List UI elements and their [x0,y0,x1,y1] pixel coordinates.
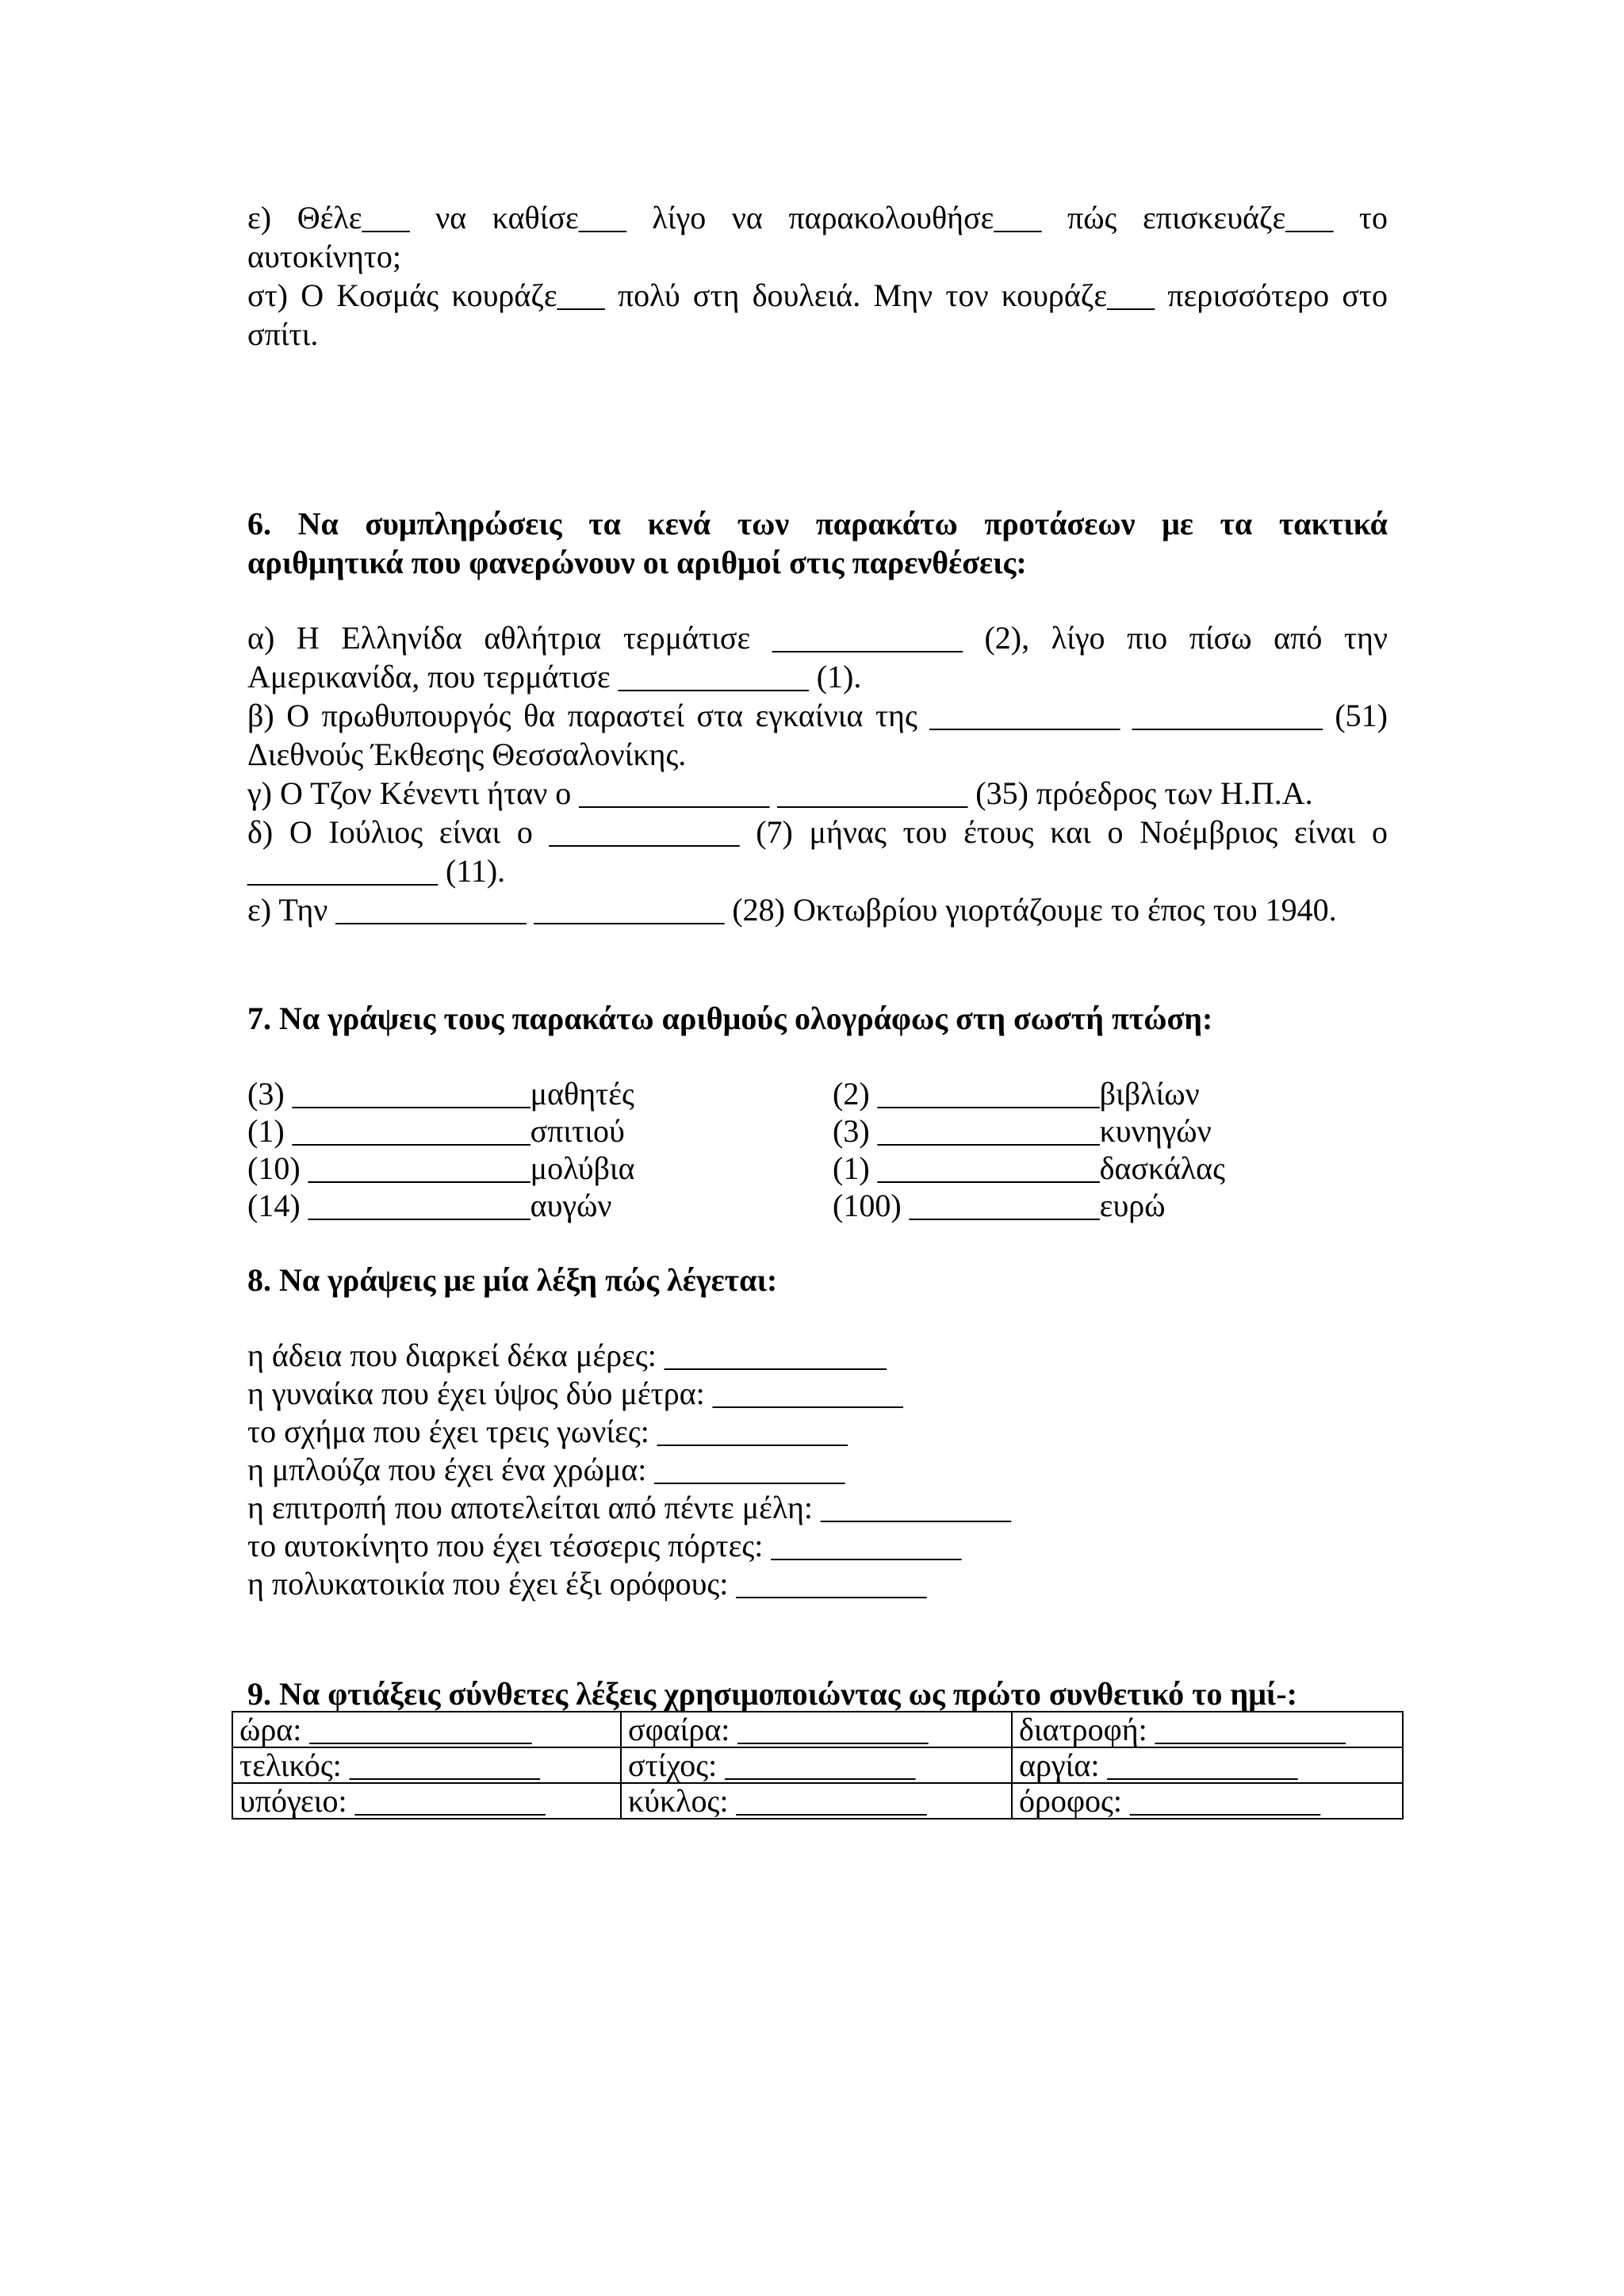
section-6-heading-line-2: αριθμητικά που φανερώνουν οι αριθμοί στις παρενθέσεις: [247,545,1027,580]
exercise-6b-line-1: β) Ο πρωθυπουργός θα παραστεί στα εγκαίνια της ____________ ____________ (51) [247,698,1388,733]
exercise-5e-line-2: αυτοκίνητο; [247,239,401,274]
exercise-6b-line-2: Διεθνούς Έκθεσης Θεσσαλονίκης. [247,737,687,772]
table-cell: κύκλος: ____________ [621,1783,1012,1819]
exercise-7-right-item-4: (100) ____________ευρώ [833,1188,1166,1223]
exercise-5st-line-2: σπίτι. [247,316,319,352]
exercise-7-left-item-3: (10) ______________μολύβια [247,1150,635,1186]
section-9-heading: 9. Να φτιάξεις σύνθετες λέξεις χρησιμοποιώντας ως πρώτο συνθετικό το ημί-: [247,1676,1297,1712]
exercise-5e-line-1: ε) Θέλε___ να καθίσε___ λίγο να παρακολουθήσε___ πώς επισκευάζε___ το [247,200,1388,235]
table-cell: στίχος: ____________ [621,1747,1012,1783]
table-cell: αργία: ____________ [1012,1747,1403,1783]
exercise-8-item-3: το σχήμα που έχει τρεις γωνίες: ____________ [247,1414,848,1449]
exercise-7-right-item-1: (2) ______________βιβλίων [833,1076,1200,1112]
exercise-5st-line-1: στ) Ο Κοσμάς κουράζε___ πολύ στη δουλειά. Μην τον κουράζε___ περισσότερο στο [247,277,1388,313]
table-cell: ώρα: ______________ [232,1712,621,1747]
compound-words-table [232,1711,1404,1820]
exercise-7-right-item-3: (1) ______________δασκάλας [833,1150,1225,1186]
section-6-heading-line-1: 6. Να συμπληρώσεις τα κενά των παρακάτω προτάσεων με τα τακτικά [247,506,1388,541]
table-cell: υπόγειο: ____________ [232,1783,621,1819]
exercise-6a-line-2: Αμερικανίδα, που τερμάτισε ____________ (1). [247,659,862,695]
table-cell: διατροφή: ____________ [1012,1712,1403,1747]
exercise-6d-line-2: ____________ (11). [247,853,506,889]
exercise-7-right-item-2: (3) ______________κυνηγών [833,1113,1212,1149]
table-row [232,1747,1403,1783]
exercise-8-item-5: η επιτροπή που αποτελείται από πέντε μέλη: ____________ [247,1490,1012,1525]
table-cell: όροφος: ____________ [1012,1783,1403,1819]
exercise-6e-line: ε) Την ____________ ____________ (28) Οκτωβρίου γιορτάζουμε το έπος του 1940. [247,892,1337,928]
exercise-6a-line-1: α) Η Ελληνίδα αθλήτρια τερμάτισε ____________ (2), λίγο πιο πίσω από την [247,620,1388,656]
exercise-6d-line-1: δ) Ο Ιούλιος είναι ο ____________ (7) μήνας του έτους και ο Νοέμβριος είναι ο [247,814,1388,850]
table-cell: σφαίρα: ____________ [621,1712,1012,1747]
exercise-8-item-1: η άδεια που διαρκεί δέκα μέρες: ______________ [247,1337,887,1373]
section-7-heading: 7. Να γράψεις τους παρακάτω αριθμούς ολογράφως στη σωστή πτώση: [247,1001,1213,1036]
exercise-8-item-7: η πολυκατοικία που έχει έξι ορόφους: ____________ [247,1566,927,1601]
table-cell: τελικός: ____________ [232,1747,621,1783]
table-row [232,1783,1403,1819]
exercise-8-item-6: το αυτοκίνητο που έχει τέσσερις πόρτες: ____________ [247,1528,962,1563]
exercise-7-left-item-1: (3) _______________μαθητές [247,1076,634,1112]
table-row [232,1712,1403,1747]
section-8-heading: 8. Να γράψεις με μία λέξη πώς λέγεται: [247,1262,778,1298]
exercise-7-left-item-2: (1) _______________σπιτιού [247,1113,625,1149]
exercise-8-item-2: η γυναίκα που έχει ύψος δύο μέτρα: ____________ [247,1376,903,1411]
exercise-6c-line: γ) Ο Τζον Κένεντι ήταν ο ____________ ____________ (35) πρόεδρος των Η.Π.Α. [247,775,1313,811]
exercise-7-left-item-4: (14) ______________αυγών [247,1188,612,1223]
exercise-8-item-4: η μπλούζα που έχει ένα χρώμα: ____________ [247,1452,845,1487]
